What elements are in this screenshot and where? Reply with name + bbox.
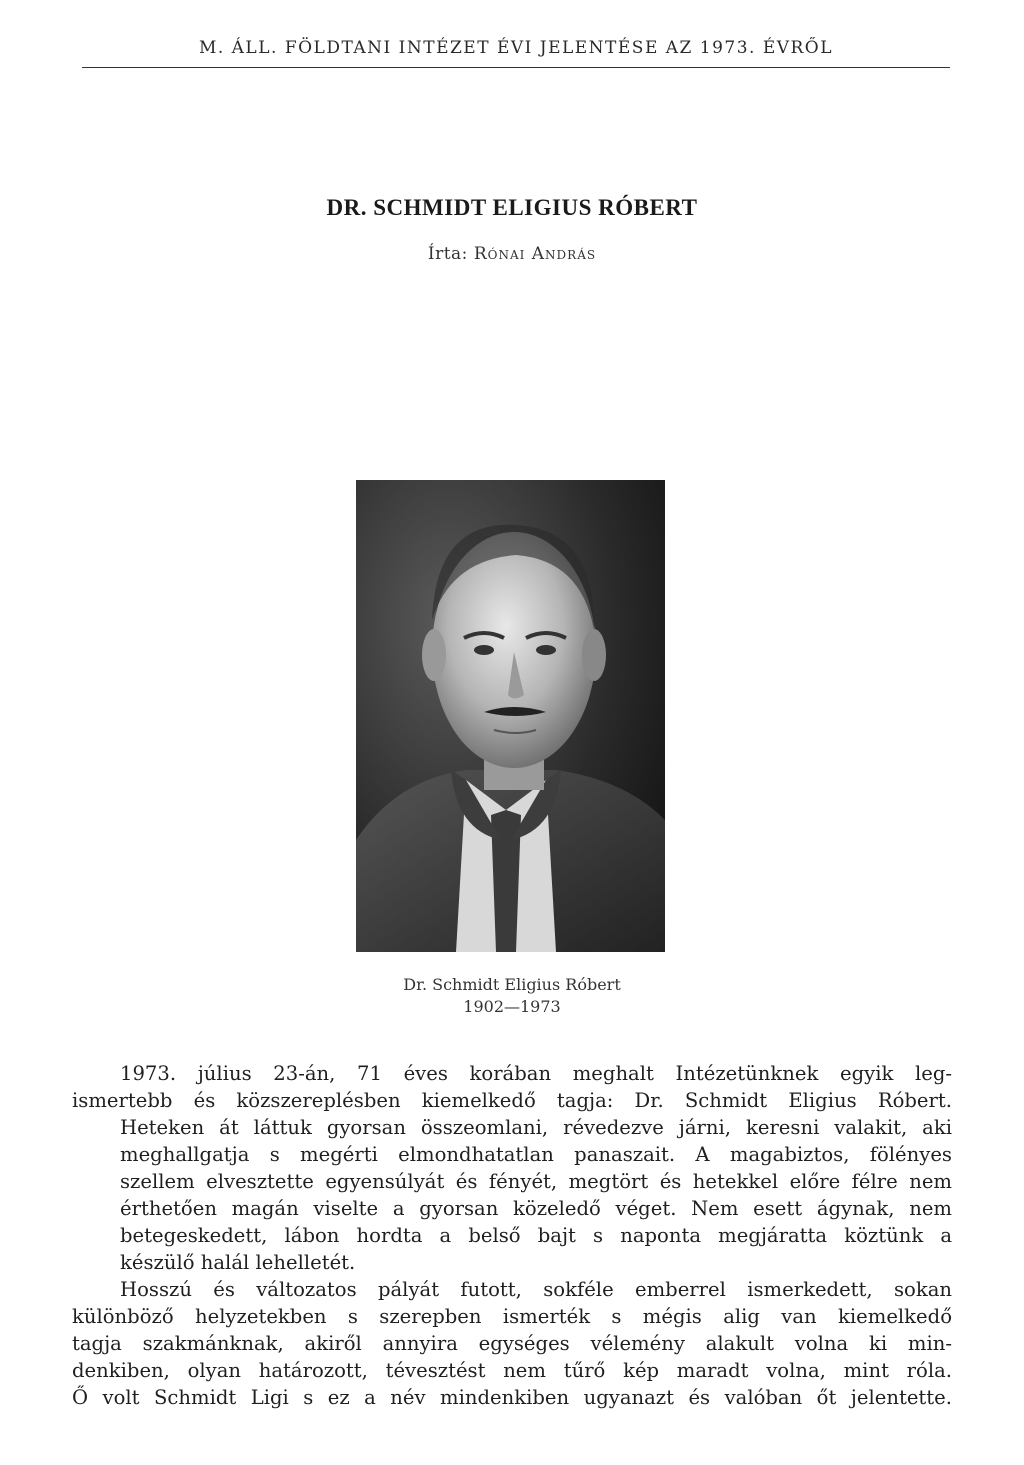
header-rule <box>82 67 950 68</box>
byline-prefix: Írta: <box>427 244 468 264</box>
text-line: Ő volt Schmidt Ligi s ez a név mindenkiben ugyanazt és valóban őt jelentette. <box>72 1386 952 1409</box>
caption-name: Dr. Schmidt Eligius Róbert <box>403 975 621 994</box>
article-body <box>72 1060 952 1411</box>
text-line: 1973. július 23-án, 71 éves korában meghalt Intézetünknek egyik leg- <box>120 1062 952 1085</box>
text-line: betegeskedett, lábon hordta a belső bajt s naponta megjáratta köztünk a <box>120 1224 952 1247</box>
text-line: érthetően magán viselte a gyorsan közeledő véget. Nem esett ágynak, nem <box>120 1197 952 1220</box>
text-line: Heteken át láttuk gyorsan összeomlani, révedezve járni, keresni valakit, aki <box>120 1116 952 1139</box>
running-header: M. ÁLL. FÖLDTANI INTÉZET ÉVI JELENTÉSE AZ 1973. ÉVRŐL <box>198 38 834 58</box>
photo-caption <box>0 974 1024 1018</box>
text-line: különböző helyzetekben s szerepben ismerték s mégis alig van kiemelkedő <box>72 1305 952 1328</box>
byline-author: Rónai András <box>473 244 597 264</box>
text-line: Hosszú és változatos pályát futott, sokféle emberrel ismerkedett, sokan <box>120 1278 952 1301</box>
text-line: tagja szakmánknak, akiről annyira egységes vélemény alakult volna ki min- <box>72 1332 952 1355</box>
text-line: denkiben, olyan határozott, tévesztést nem tűrő kép maradt volna, mint róla. <box>72 1359 952 1382</box>
text-line: készülő halál lehelletét. <box>120 1251 356 1274</box>
portrait-photo <box>356 480 665 952</box>
paragraph-2 <box>72 1276 952 1411</box>
text-line: szellem elvesztette egyensúlyát és fényét, megtört és hetekkel előre félre nem <box>120 1170 952 1193</box>
text-line: ismertebb és közszereplésben kiemelkedő tagja: Dr. Schmidt Eligius Róbert. <box>72 1089 952 1112</box>
article-title <box>0 195 1024 221</box>
caption-years: 1902—1973 <box>463 997 561 1016</box>
portrait-illustration <box>356 480 665 952</box>
text-line: meghallgatja s megérti elmondhatatlan panaszait. A magabiztos, fölényes <box>120 1143 952 1166</box>
title-prefix: DR. <box>326 195 368 220</box>
title-name: SCHMIDT ELIGIUS RÓBERT <box>373 195 698 220</box>
paragraph-1 <box>72 1060 952 1276</box>
article-byline <box>0 244 1024 264</box>
